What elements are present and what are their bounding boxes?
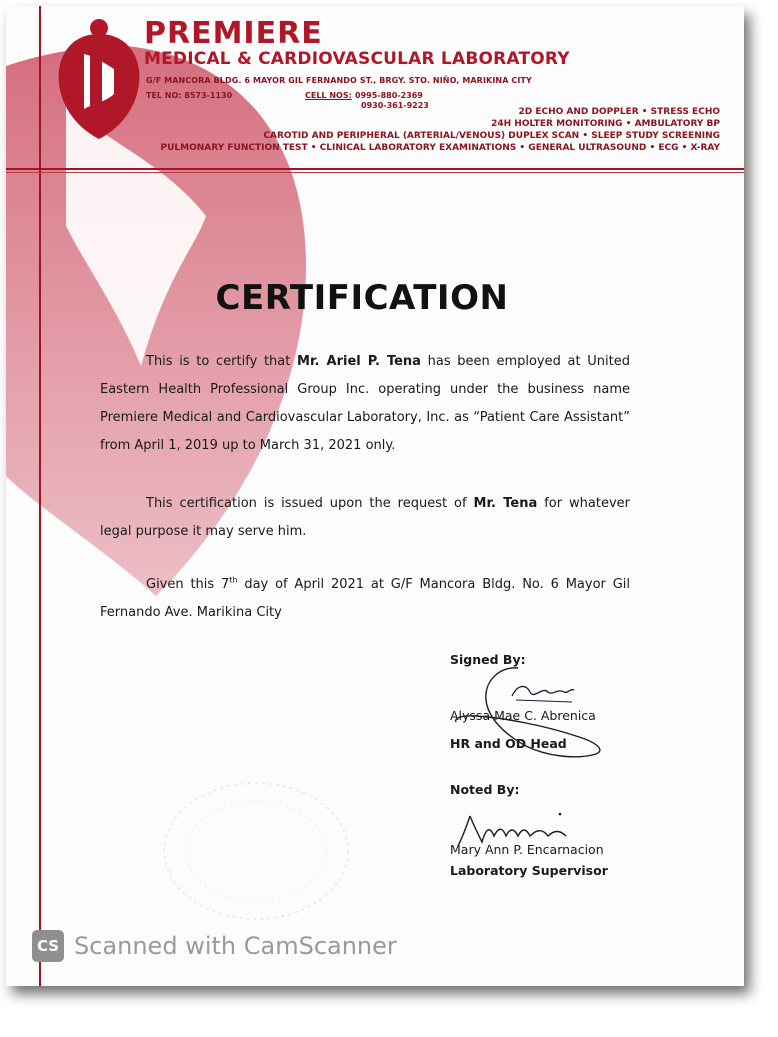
para3-text: Given this 7 <box>146 577 230 592</box>
para3-text-rest: day of April 2021 at G/F Mancora Bldg. No. 6 Mayor Gil Fernando Ave. Marikina City <box>100 577 631 620</box>
services-list <box>161 106 720 154</box>
para1-text: This is to certify that <box>146 354 298 369</box>
signer2-name: Mary Ann P. Encarnacion <box>450 842 604 857</box>
telephone: TEL NO: 8573-1130 <box>146 91 233 100</box>
ordinal-suffix: th <box>229 575 238 585</box>
camscanner-watermark <box>32 930 397 962</box>
signer1-name: Alyssa Mae C. Abrenica <box>450 708 596 723</box>
embossed-seal <box>156 776 356 926</box>
document-title: CERTIFICATION <box>215 278 509 318</box>
camscanner-icon: CS <box>32 930 64 962</box>
cell-label: CELL NOS: <box>305 91 352 100</box>
header-rule <box>6 168 744 170</box>
signed-by-label: Signed By: <box>450 652 526 667</box>
employee-short-name: Mr. Tena <box>473 496 538 511</box>
cell-number-1: 0995-880-2369 <box>355 91 423 100</box>
para2-text-rest: for whatever legal purpose it may serve him. <box>100 496 631 539</box>
paragraph-purpose <box>100 490 630 546</box>
service-line: 24H HOLTER MONITORING • AMBULATORY BP <box>491 119 720 129</box>
service-line: PULMONARY FUNCTION TEST • CLINICAL LABORATORY EXAMINATIONS • GENERAL ULTRASOUND • ECG • X-RAY <box>160 143 720 153</box>
signer1-title: HR and OD Head <box>450 736 567 751</box>
address: G/F MANCORA BLDG. 6 MAYOR GIL FERNANDO ST., BRGY. STO. NIÑO, MARIKINA CITY <box>146 76 532 85</box>
employee-name: Mr. Ariel P. Tena <box>297 354 421 369</box>
paragraph-given <box>100 571 630 627</box>
header-rule-thin <box>6 172 744 173</box>
left-rule <box>39 6 41 986</box>
brand-name: PREMIERE <box>144 16 323 51</box>
noted-by-label: Noted By: <box>450 782 520 797</box>
signer2-title: Laboratory Supervisor <box>450 863 608 878</box>
service-line: 2D ECHO AND DOPPLER • STRESS ECHO <box>518 107 720 117</box>
cell-number-2: 0930-361-9223 <box>361 101 429 110</box>
signature-abrenica <box>446 656 616 766</box>
service-line: CAROTID AND PERIPHERAL (ARTERIAL/VENOUS) DUPLEX SCAN • SLEEP STUDY SCREENING <box>263 131 720 141</box>
brand-subtitle: MEDICAL & CARDIOVASCULAR LABORATORY <box>144 49 570 69</box>
watermark-text: Scanned with CamScanner <box>74 932 397 960</box>
document-page <box>6 6 744 986</box>
para1-text-rest: has been employed at United Eastern Health Professional Group Inc. operating under the business name Premiere Medical and Cardiovascular Laboratory, Inc. as “Patient Care Assistant” from April 1, 2019 up to March 31, 2021 only. <box>100 354 631 453</box>
para2-text: This certification is issued upon the request of <box>146 496 474 511</box>
premiere-logo-icon <box>54 14 144 142</box>
paragraph-employment <box>100 348 630 460</box>
brand-block <box>144 18 570 68</box>
